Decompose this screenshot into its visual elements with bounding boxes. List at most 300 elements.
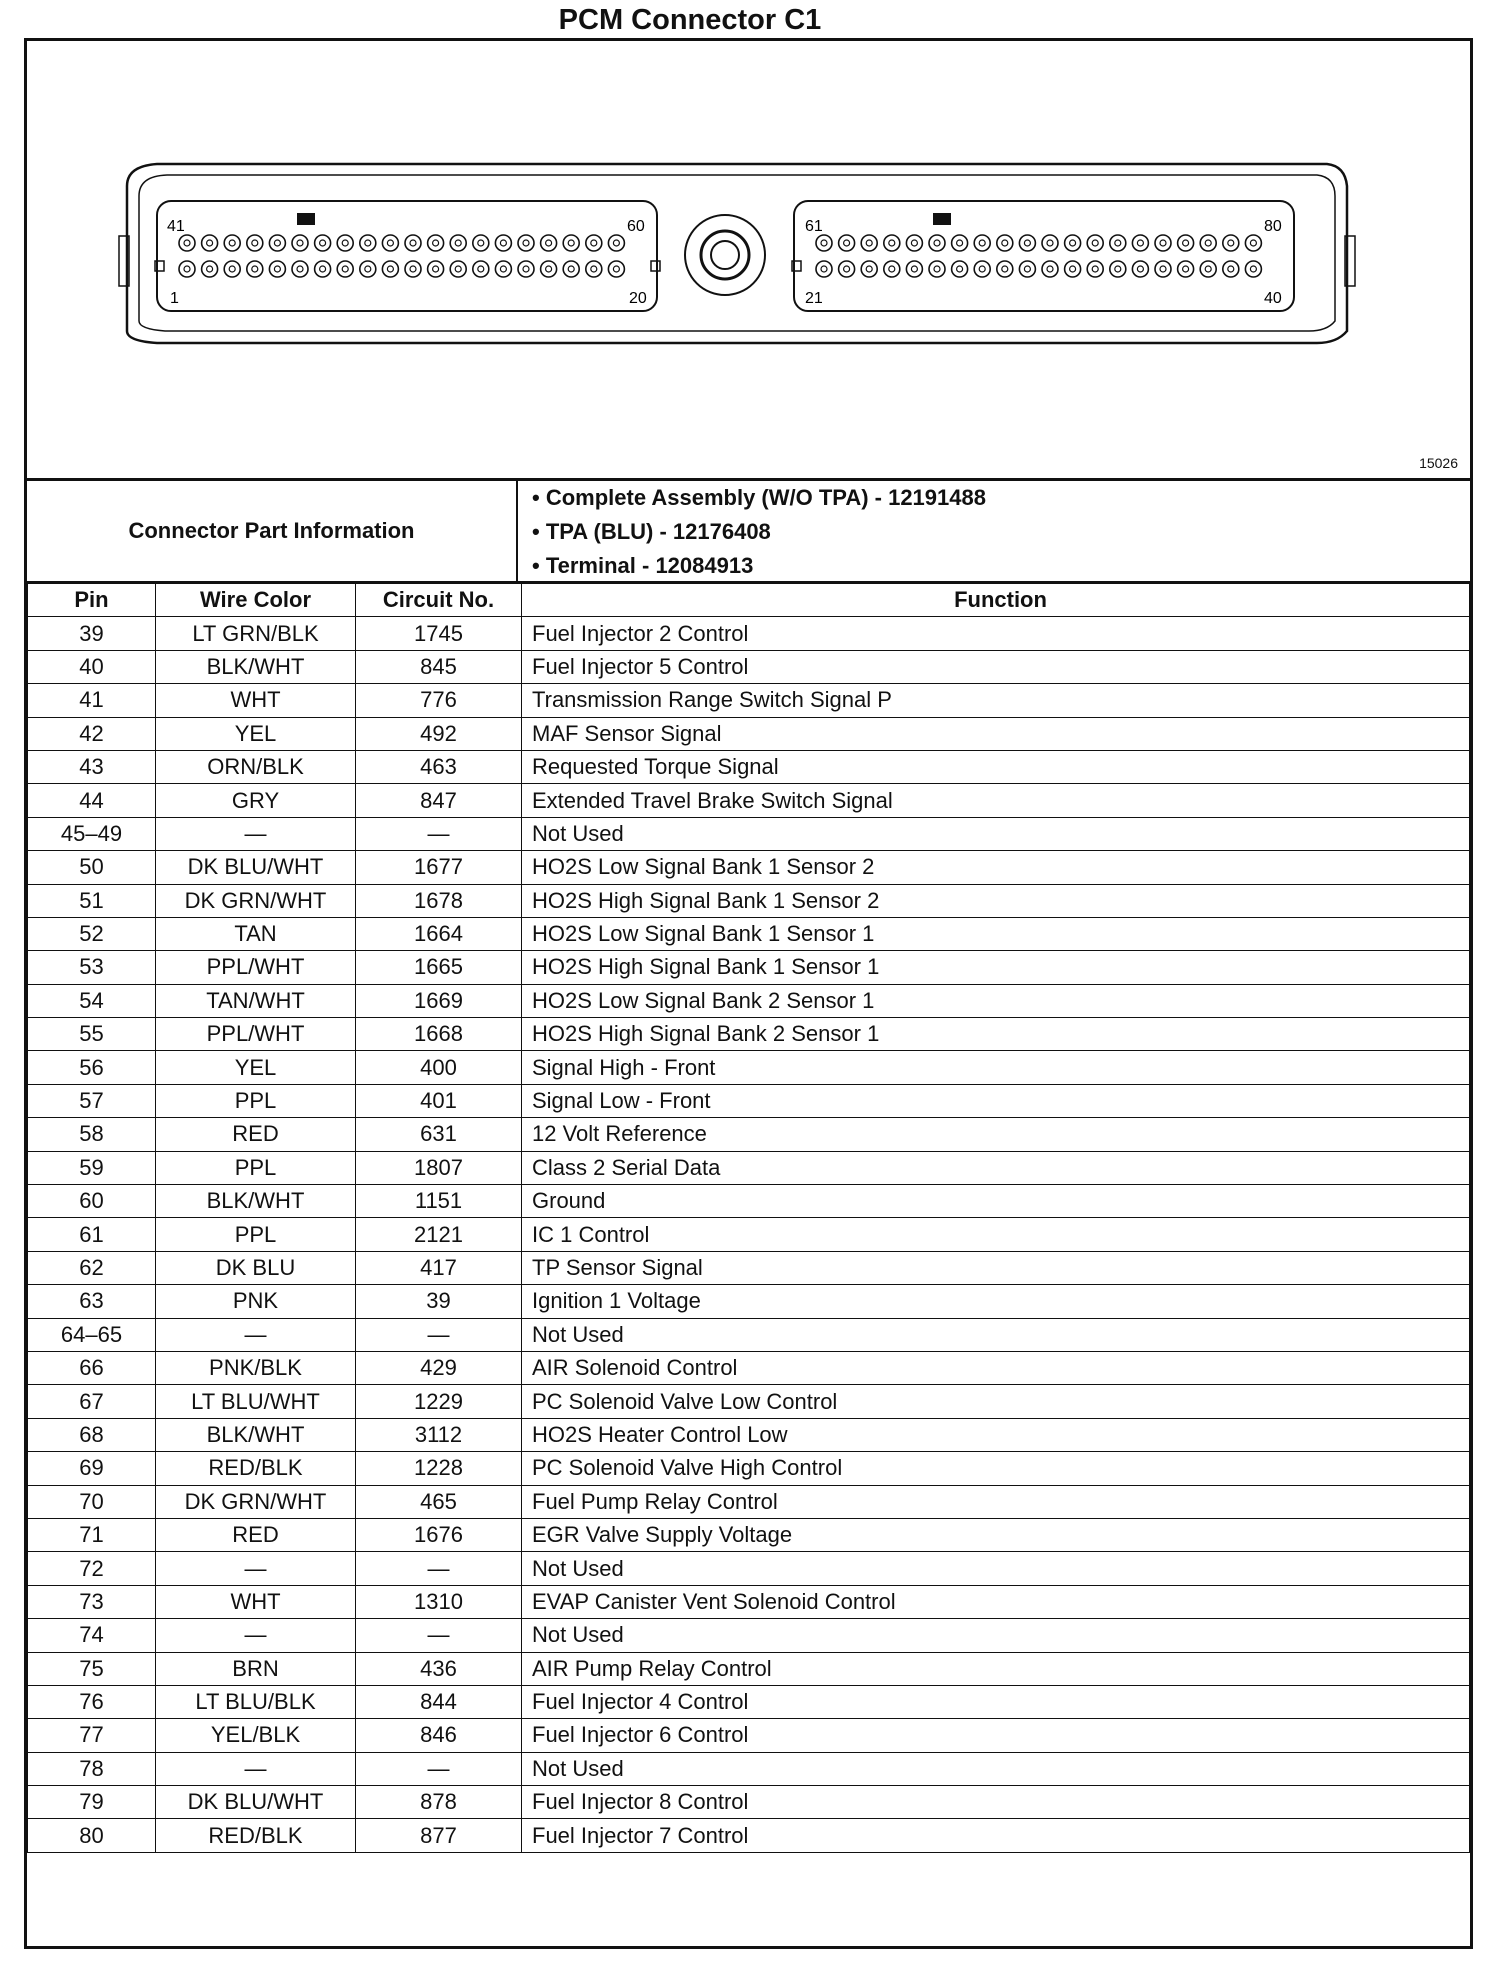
pin-hole xyxy=(269,235,285,251)
pin-hole xyxy=(224,235,240,251)
table-row xyxy=(28,750,1470,783)
pin-hole-center xyxy=(957,266,963,272)
cell-pin: 51 xyxy=(28,884,156,917)
cell-function: Fuel Injector 6 Control xyxy=(522,1719,1470,1752)
pin-hole xyxy=(906,235,922,251)
cell-function: HO2S Low Signal Bank 1 Sensor 1 xyxy=(522,917,1470,950)
cell-circuit: 631 xyxy=(356,1118,522,1151)
header-wire-color: Wire Color xyxy=(156,584,356,617)
cell-function: Not Used xyxy=(522,1752,1470,1785)
part-info-item: • Terminal - 12084913 xyxy=(532,549,986,583)
cell-circuit: 845 xyxy=(356,650,522,683)
cell-function: IC 1 Control xyxy=(522,1218,1470,1251)
cell-wire-color: LT BLU/BLK xyxy=(156,1685,356,1718)
cell-pin: 62 xyxy=(28,1251,156,1284)
pin-hole xyxy=(1155,261,1171,277)
pin-hole-center xyxy=(252,266,258,272)
pin-hole-center xyxy=(866,266,872,272)
pin-hole xyxy=(1132,261,1148,277)
cell-function: HO2S Heater Control Low xyxy=(522,1418,1470,1451)
pin-hole xyxy=(292,235,308,251)
pin-hole xyxy=(1087,261,1103,277)
label-pin-21: 21 xyxy=(805,290,823,307)
pin-hole-center xyxy=(1183,266,1189,272)
cell-circuit: — xyxy=(356,1318,522,1351)
cell-circuit: 1807 xyxy=(356,1151,522,1184)
table-row xyxy=(28,1285,1470,1318)
table-row xyxy=(28,1786,1470,1819)
table-row xyxy=(28,1819,1470,1852)
cell-pin: 64–65 xyxy=(28,1318,156,1351)
cell-pin: 58 xyxy=(28,1118,156,1151)
cell-circuit: 401 xyxy=(356,1084,522,1117)
cell-circuit: 1668 xyxy=(356,1018,522,1051)
pin-hole-center xyxy=(297,266,303,272)
table-row xyxy=(28,1385,1470,1418)
cell-circuit: 2121 xyxy=(356,1218,522,1251)
pin-hole-center xyxy=(1160,266,1166,272)
pin-hole-center xyxy=(1250,266,1256,272)
table-row xyxy=(28,817,1470,850)
pin-hole-center xyxy=(1070,266,1076,272)
table-row xyxy=(28,617,1470,650)
pin-hole-center xyxy=(229,266,235,272)
table-row xyxy=(28,1752,1470,1785)
cell-wire-color: DK BLU xyxy=(156,1251,356,1284)
pin-hole-center xyxy=(889,266,895,272)
center-bolt-middle xyxy=(701,231,749,279)
table-row xyxy=(28,917,1470,950)
cell-function: PC Solenoid Valve High Control xyxy=(522,1452,1470,1485)
pin-hole xyxy=(563,261,579,277)
pin-hole-center xyxy=(568,266,574,272)
cell-wire-color: TAN xyxy=(156,917,356,950)
pin-hole-center xyxy=(1137,240,1143,246)
right-pin-block xyxy=(794,201,1294,311)
pin-hole xyxy=(1155,235,1171,251)
cell-function: Fuel Injector 8 Control xyxy=(522,1786,1470,1819)
table-row xyxy=(28,1084,1470,1117)
table-row xyxy=(28,1051,1470,1084)
label-pin-80: 80 xyxy=(1264,218,1282,235)
cell-circuit: 492 xyxy=(356,717,522,750)
pin-hole-center xyxy=(1250,240,1256,246)
pin-hole-center xyxy=(1205,266,1211,272)
pin-hole-center xyxy=(455,266,461,272)
pin-hole-center xyxy=(1160,240,1166,246)
cell-pin: 60 xyxy=(28,1185,156,1218)
table-row xyxy=(28,1518,1470,1551)
part-info-list xyxy=(532,481,986,583)
label-pin-1: 1 xyxy=(170,290,179,307)
cell-pin: 68 xyxy=(28,1418,156,1451)
pin-hole xyxy=(952,261,968,277)
cell-function: Signal High - Front xyxy=(522,1051,1470,1084)
cell-function: Transmission Range Switch Signal P xyxy=(522,684,1470,717)
left-key xyxy=(297,213,315,225)
cell-wire-color: — xyxy=(156,1552,356,1585)
cell-wire-color: YEL/BLK xyxy=(156,1719,356,1752)
table-row xyxy=(28,951,1470,984)
cell-pin: 41 xyxy=(28,684,156,717)
table-row xyxy=(28,984,1470,1017)
cell-pin: 79 xyxy=(28,1786,156,1819)
pin-hole xyxy=(405,235,421,251)
pin-hole xyxy=(974,235,990,251)
table-row xyxy=(28,1719,1470,1752)
pin-hole-center xyxy=(591,240,597,246)
cell-pin: 71 xyxy=(28,1518,156,1551)
cell-pin: 80 xyxy=(28,1819,156,1852)
cell-circuit: 1151 xyxy=(356,1185,522,1218)
cell-function: Fuel Pump Relay Control xyxy=(522,1485,1470,1518)
right-key xyxy=(933,213,951,225)
cell-wire-color: DK GRN/WHT xyxy=(156,1485,356,1518)
pin-hole-center xyxy=(478,240,484,246)
pin-hole-center xyxy=(1228,240,1234,246)
pin-hole-center xyxy=(387,266,393,272)
cell-function: EGR Valve Supply Voltage xyxy=(522,1518,1470,1551)
pin-hole xyxy=(518,235,534,251)
cell-pin: 53 xyxy=(28,951,156,984)
table-row xyxy=(28,1018,1470,1051)
pin-hole xyxy=(315,261,331,277)
pin-hole xyxy=(269,261,285,277)
pin-hole-center xyxy=(1092,240,1098,246)
pin-hole xyxy=(884,235,900,251)
cell-circuit: 400 xyxy=(356,1051,522,1084)
pin-hole xyxy=(428,235,444,251)
cell-pin: 40 xyxy=(28,650,156,683)
figure-id: 15026 xyxy=(1419,455,1458,471)
pin-hole-center xyxy=(979,266,985,272)
pin-hole xyxy=(1245,235,1261,251)
connector-part-info xyxy=(27,478,1470,583)
pin-hole-center xyxy=(342,266,348,272)
cell-wire-color: YEL xyxy=(156,717,356,750)
table-header-row xyxy=(28,584,1470,617)
cell-function: Ignition 1 Voltage xyxy=(522,1285,1470,1318)
cell-circuit: 1669 xyxy=(356,984,522,1017)
table-row xyxy=(28,1585,1470,1618)
pin-hole xyxy=(1110,235,1126,251)
cell-wire-color: WHT xyxy=(156,1585,356,1618)
pin-hole-center xyxy=(433,266,439,272)
pin-hole-center xyxy=(478,266,484,272)
pin-hole xyxy=(405,261,421,277)
pin-hole xyxy=(1087,235,1103,251)
pin-hole xyxy=(337,235,353,251)
pin-hole xyxy=(473,235,489,251)
pin-hole-center xyxy=(1137,266,1143,272)
table-row xyxy=(28,784,1470,817)
pin-hole xyxy=(1042,261,1058,277)
cell-pin: 45–49 xyxy=(28,817,156,850)
table-row xyxy=(28,1652,1470,1685)
pin-hole-center xyxy=(1024,266,1030,272)
pin-hole xyxy=(906,261,922,277)
label-pin-61: 61 xyxy=(805,218,823,235)
cell-pin: 55 xyxy=(28,1018,156,1051)
cell-wire-color: GRY xyxy=(156,784,356,817)
table-row xyxy=(28,1318,1470,1351)
pin-hole xyxy=(974,261,990,277)
cell-pin: 52 xyxy=(28,917,156,950)
pin-hole-center xyxy=(207,240,213,246)
cell-wire-color: LT BLU/WHT xyxy=(156,1385,356,1418)
pin-hole-center xyxy=(207,266,213,272)
cell-wire-color: PPL xyxy=(156,1218,356,1251)
table-row xyxy=(28,1452,1470,1485)
cell-wire-color: RED xyxy=(156,1118,356,1151)
pin-hole xyxy=(861,261,877,277)
pin-hole xyxy=(1200,261,1216,277)
pin-hole-center xyxy=(1047,240,1053,246)
pin-hole xyxy=(563,235,579,251)
cell-circuit: — xyxy=(356,1752,522,1785)
pin-hole xyxy=(608,261,624,277)
pin-hole-center xyxy=(274,240,280,246)
cell-function: Not Used xyxy=(522,817,1470,850)
cell-wire-color: WHT xyxy=(156,684,356,717)
cell-circuit: 1665 xyxy=(356,951,522,984)
cell-pin: 74 xyxy=(28,1619,156,1652)
cell-wire-color: RED/BLK xyxy=(156,1819,356,1852)
table-row xyxy=(28,684,1470,717)
part-info-item: • TPA (BLU) - 12176408 xyxy=(532,515,986,549)
cell-function: Fuel Injector 2 Control xyxy=(522,617,1470,650)
label-pin-41: 41 xyxy=(167,218,185,235)
pin-hole-center xyxy=(911,240,917,246)
pin-hole xyxy=(224,261,240,277)
cell-circuit: 1229 xyxy=(356,1385,522,1418)
cell-wire-color: — xyxy=(156,1752,356,1785)
pin-hole xyxy=(608,235,624,251)
cell-function: HO2S High Signal Bank 1 Sensor 1 xyxy=(522,951,1470,984)
label-pin-40: 40 xyxy=(1264,290,1282,307)
cell-pin: 43 xyxy=(28,750,156,783)
cell-wire-color: BRN xyxy=(156,1652,356,1685)
table-row xyxy=(28,1151,1470,1184)
pin-hole xyxy=(929,261,945,277)
pin-hole-center xyxy=(1228,266,1234,272)
cell-wire-color: DK GRN/WHT xyxy=(156,884,356,917)
cell-circuit: 1228 xyxy=(356,1452,522,1485)
cell-wire-color: DK BLU/WHT xyxy=(156,1786,356,1819)
pin-hole xyxy=(518,261,534,277)
pin-hole-center xyxy=(1115,266,1121,272)
pin-hole xyxy=(202,235,218,251)
cell-pin: 63 xyxy=(28,1285,156,1318)
table-row xyxy=(28,1351,1470,1384)
label-pin-20: 20 xyxy=(629,290,647,307)
table-row xyxy=(28,1218,1470,1251)
pin-hole xyxy=(541,261,557,277)
cell-wire-color: PPL/WHT xyxy=(156,951,356,984)
cell-function: Fuel Injector 4 Control xyxy=(522,1685,1470,1718)
pin-hole-center xyxy=(342,240,348,246)
cell-wire-color: BLK/WHT xyxy=(156,1418,356,1451)
cell-circuit: 1310 xyxy=(356,1585,522,1618)
connector-inner-outline xyxy=(139,175,1335,331)
cell-function: Ground xyxy=(522,1185,1470,1218)
cell-circuit: 1678 xyxy=(356,884,522,917)
cell-circuit: 878 xyxy=(356,1786,522,1819)
cell-wire-color: — xyxy=(156,817,356,850)
cell-function: AIR Solenoid Control xyxy=(522,1351,1470,1384)
center-bolt-outer xyxy=(685,215,765,295)
cell-wire-color: PPL/WHT xyxy=(156,1018,356,1051)
table-row xyxy=(28,1685,1470,1718)
pin-hole-center xyxy=(613,266,619,272)
cell-circuit: 846 xyxy=(356,1719,522,1752)
pin-hole xyxy=(1132,235,1148,251)
cell-function: MAF Sensor Signal xyxy=(522,717,1470,750)
cell-wire-color: BLK/WHT xyxy=(156,1185,356,1218)
pin-hole-center xyxy=(979,240,985,246)
cell-pin: 69 xyxy=(28,1452,156,1485)
pin-hole-center xyxy=(889,240,895,246)
pin-hole xyxy=(586,261,602,277)
pin-hole-center xyxy=(184,266,190,272)
cell-function: Fuel Injector 5 Control xyxy=(522,650,1470,683)
pin-hole xyxy=(1110,261,1126,277)
cell-pin: 66 xyxy=(28,1351,156,1384)
pin-table xyxy=(27,583,1470,1853)
cell-circuit: — xyxy=(356,817,522,850)
cell-pin: 72 xyxy=(28,1552,156,1585)
cell-wire-color: PNK xyxy=(156,1285,356,1318)
cell-pin: 42 xyxy=(28,717,156,750)
table-row xyxy=(28,1418,1470,1451)
pin-hole xyxy=(495,261,511,277)
pin-hole-center xyxy=(1024,240,1030,246)
cell-circuit: 844 xyxy=(356,1685,522,1718)
pin-hole xyxy=(839,261,855,277)
cell-function: HO2S Low Signal Bank 2 Sensor 1 xyxy=(522,984,1470,1017)
pin-hole-center xyxy=(546,240,552,246)
pin-hole-center xyxy=(229,240,235,246)
left-pin-holes xyxy=(179,235,624,277)
cell-circuit: 429 xyxy=(356,1351,522,1384)
pin-hole xyxy=(179,235,195,251)
cell-wire-color: BLK/WHT xyxy=(156,650,356,683)
pin-hole xyxy=(1245,261,1261,277)
table-row xyxy=(28,1485,1470,1518)
pin-hole-center xyxy=(500,266,506,272)
pin-hole-center xyxy=(523,240,529,246)
pin-hole xyxy=(839,235,855,251)
left-pin-block xyxy=(157,201,657,311)
pin-hole xyxy=(382,261,398,277)
cell-circuit: 463 xyxy=(356,750,522,783)
pin-hole-center xyxy=(844,266,850,272)
cell-circuit: 1676 xyxy=(356,1518,522,1551)
pin-hole xyxy=(450,235,466,251)
cell-pin: 50 xyxy=(28,851,156,884)
center-bolt-inner xyxy=(711,241,739,269)
pin-hole-center xyxy=(866,240,872,246)
cell-function: Signal Low - Front xyxy=(522,1084,1470,1117)
cell-pin: 61 xyxy=(28,1218,156,1251)
cell-circuit: 436 xyxy=(356,1652,522,1685)
pin-hole-center xyxy=(613,240,619,246)
pin-hole-center xyxy=(433,240,439,246)
pin-hole-center xyxy=(1092,266,1098,272)
cell-circuit: 417 xyxy=(356,1251,522,1284)
pin-hole-center xyxy=(320,240,326,246)
pin-hole-center xyxy=(184,240,190,246)
cell-pin: 39 xyxy=(28,617,156,650)
pin-hole xyxy=(1223,261,1239,277)
cell-wire-color: YEL xyxy=(156,1051,356,1084)
cell-function: Not Used xyxy=(522,1552,1470,1585)
part-info-label: Connector Part Information xyxy=(27,481,518,581)
pin-hole-center xyxy=(957,240,963,246)
pin-hole-center xyxy=(1002,240,1008,246)
pin-hole xyxy=(541,235,557,251)
pin-hole-center xyxy=(410,240,416,246)
pin-hole xyxy=(1223,235,1239,251)
cell-pin: 57 xyxy=(28,1084,156,1117)
cell-pin: 56 xyxy=(28,1051,156,1084)
pin-hole-center xyxy=(591,266,597,272)
pin-hole-center xyxy=(365,266,371,272)
table-row xyxy=(28,884,1470,917)
cell-wire-color: RED xyxy=(156,1518,356,1551)
pin-hole-center xyxy=(934,240,940,246)
pin-hole xyxy=(816,235,832,251)
cell-pin: 59 xyxy=(28,1151,156,1184)
pin-hole xyxy=(382,235,398,251)
pin-hole xyxy=(495,235,511,251)
pin-hole-center xyxy=(297,240,303,246)
header-function: Function xyxy=(522,584,1470,617)
cell-function: Fuel Injector 7 Control xyxy=(522,1819,1470,1852)
pin-hole xyxy=(473,261,489,277)
pin-hole-center xyxy=(274,266,280,272)
pin-hole xyxy=(428,261,444,277)
cell-wire-color: PNK/BLK xyxy=(156,1351,356,1384)
cell-function: Requested Torque Signal xyxy=(522,750,1470,783)
pin-rows xyxy=(28,617,1470,1852)
cell-function: EVAP Canister Vent Solenoid Control xyxy=(522,1585,1470,1618)
pin-hole xyxy=(247,235,263,251)
pin-hole xyxy=(1178,235,1194,251)
page-title: PCM Connector C1 xyxy=(558,4,822,36)
pin-hole xyxy=(337,261,353,277)
cell-function: HO2S High Signal Bank 2 Sensor 1 xyxy=(522,1018,1470,1051)
cell-circuit: 465 xyxy=(356,1485,522,1518)
pin-hole-center xyxy=(455,240,461,246)
pin-hole xyxy=(247,261,263,277)
cell-wire-color: PPL xyxy=(156,1084,356,1117)
connector-diagram xyxy=(27,41,1470,478)
pin-hole xyxy=(179,261,195,277)
table-row xyxy=(28,717,1470,750)
connector-drawing xyxy=(27,41,1470,478)
pin-hole xyxy=(292,261,308,277)
cell-circuit: 3112 xyxy=(356,1418,522,1451)
pin-hole xyxy=(816,261,832,277)
pin-hole-center xyxy=(1115,240,1121,246)
pin-hole-center xyxy=(844,240,850,246)
table-row xyxy=(28,1118,1470,1151)
pin-hole-center xyxy=(934,266,940,272)
pin-hole xyxy=(1065,235,1081,251)
pin-hole-center xyxy=(1070,240,1076,246)
pin-hole-center xyxy=(1047,266,1053,272)
